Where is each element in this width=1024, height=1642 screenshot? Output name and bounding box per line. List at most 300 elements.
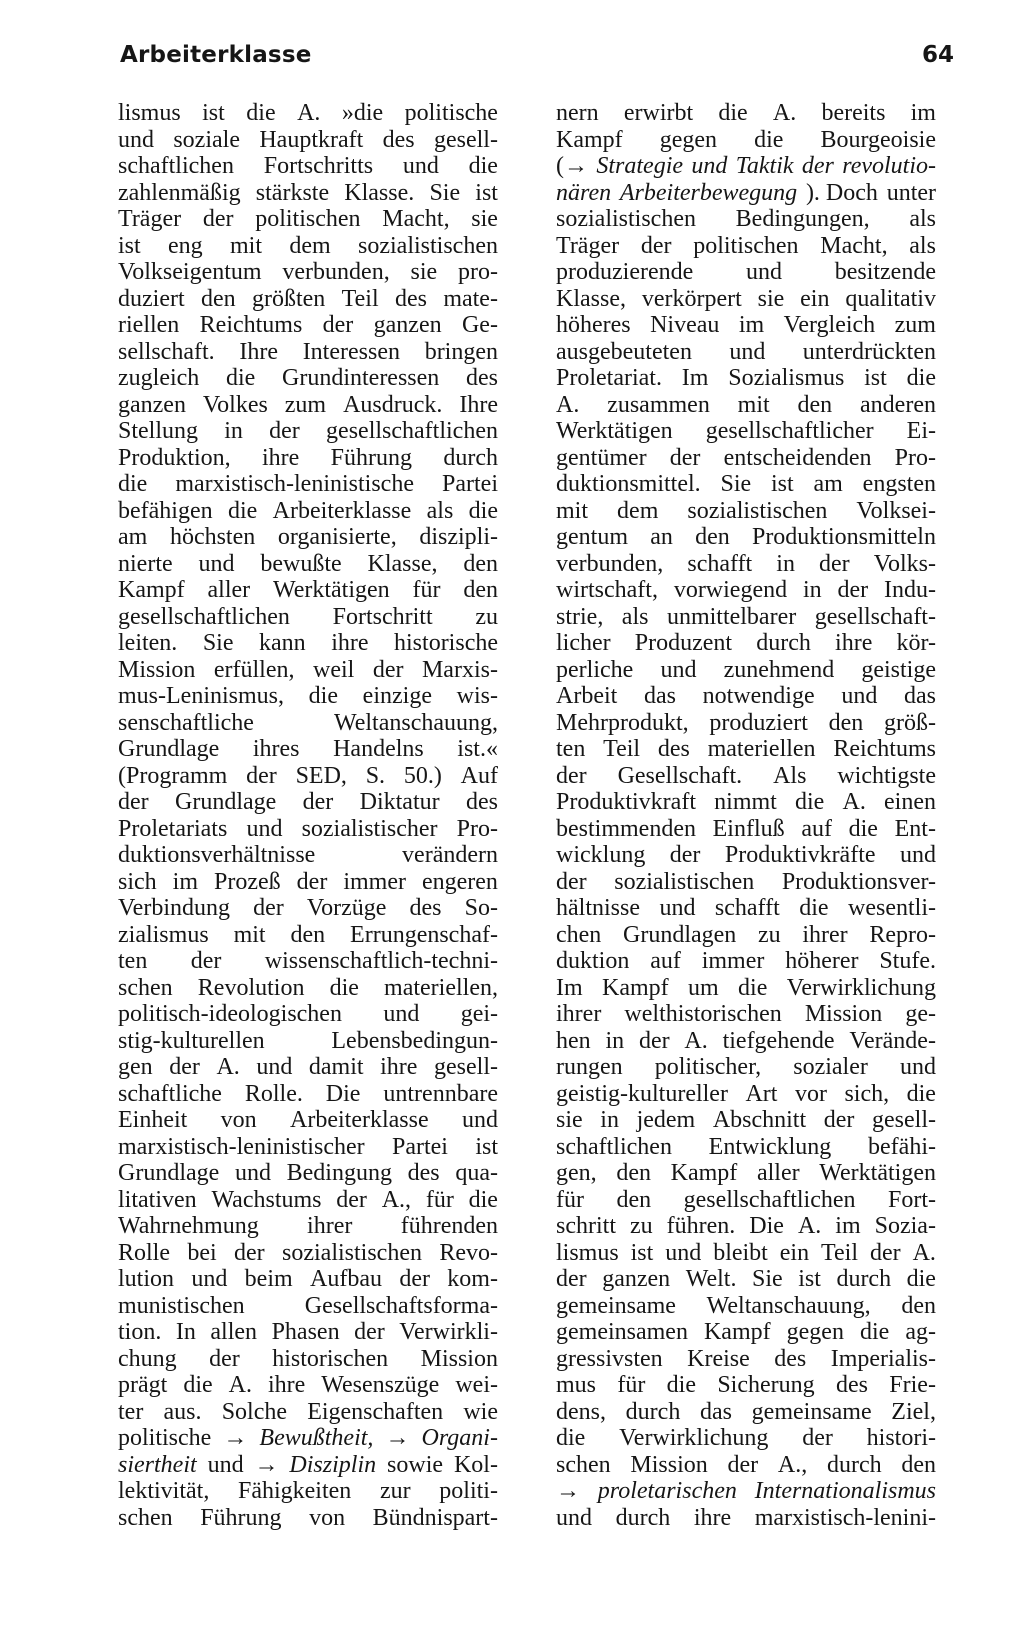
word: und [246,815,283,842]
word: kann [259,630,306,656]
word: die [118,471,148,497]
word: den [695,524,730,550]
text-line [118,1001,498,1028]
word: produziert [709,709,808,736]
word: der [234,1239,265,1266]
word: Volkseigentum [118,259,262,285]
word: ist [475,1133,498,1160]
word: Entwicklung [708,1133,832,1160]
text-line [118,445,498,472]
word: höchsten [169,524,256,550]
word: In [175,1319,196,1345]
word: notwendige [702,683,815,709]
word: → [254,1451,279,1478]
word: Einfluß [712,815,785,842]
word: Arbeiterklasse [272,497,412,524]
word: Wahrnehmung [118,1213,259,1239]
word: strie, [556,603,604,630]
word: der [269,418,300,444]
word: der [336,1186,367,1213]
word: Volkes [202,391,268,418]
word: den [901,1292,936,1319]
text-line [118,1505,498,1532]
word: gentum [556,524,628,550]
word: ist.« [457,736,498,762]
text-line [118,1319,498,1346]
text-line [118,1478,498,1505]
word: lution [118,1266,175,1292]
text-line [556,657,936,684]
word: → [385,1425,410,1451]
word: Grundlage [175,789,277,815]
word: Ent- [894,815,936,842]
word: verbunden, [556,550,664,577]
word: mate- [443,285,498,312]
word: Proletariat. [556,365,662,391]
word: die [225,365,256,391]
word: Fort- [887,1186,936,1213]
word: → [556,1478,580,1504]
text-line [556,895,936,922]
word: stig-kulturellen [118,1027,265,1054]
word: stärkste [255,179,330,206]
word: nimmt [714,789,777,815]
word: zialismus [118,921,209,948]
word: A. [842,789,866,815]
word: der [202,206,234,232]
word: zu [630,1213,653,1239]
word: gressivsten [556,1345,663,1372]
word: Kol- [453,1451,498,1478]
word: Phasen [271,1319,340,1345]
word: und [899,1054,936,1080]
word: der [819,550,850,577]
word: sozialistischen [614,868,755,895]
word: Produzent [634,630,733,656]
word: und [665,1239,702,1266]
text-line [556,1001,936,1028]
text-line [118,312,498,339]
word: Im [556,974,583,1001]
word: des [657,736,690,762]
word: Rolle. [244,1080,303,1107]
word: befähigen [118,497,213,524]
word: ist [798,1266,821,1292]
word: bestimmenden [556,815,696,842]
word: und [660,656,697,683]
word: der [302,789,334,815]
word: Fortschritt [332,603,433,630]
word: gesellschaftlicher [705,418,874,444]
text-line [118,498,498,525]
text-line [118,1266,498,1293]
text-line [556,286,936,313]
word: der [296,868,328,895]
word: marxistisch-leninistische [175,471,414,497]
word: der [253,895,284,921]
word: Sie [202,630,234,656]
word: aller [756,1160,800,1186]
word: beim [244,1266,293,1292]
word: anderen [860,391,936,418]
text-line [556,100,936,127]
word: politi- [439,1478,498,1504]
text-line [556,1505,936,1532]
word: Sicherung [717,1372,815,1398]
word: ihre [267,1372,306,1398]
word: Auf [460,762,498,789]
text-line [118,1293,498,1320]
word: Kreise [687,1345,750,1372]
word: in [802,577,822,603]
word: Verbindung [118,895,230,921]
word: und [198,550,235,577]
text-line [556,418,936,445]
text-line [556,975,936,1002]
word: und [256,1054,293,1080]
word: nären [556,179,612,206]
word: die [754,126,784,153]
word: sozialistischer [301,815,438,842]
word: ein [800,285,830,312]
word: die [795,789,825,815]
text-line [556,233,936,260]
text-line [556,948,936,975]
text-line [118,259,498,286]
word: gemeinsame [556,1292,676,1319]
word: kom- [447,1266,498,1292]
text-line [118,392,498,419]
word: Indu- [883,577,936,603]
word: bringen [424,338,498,365]
word: Grundlagen [623,921,737,948]
text-line [118,895,498,922]
word: wei- [455,1372,498,1398]
word: sie [556,1107,583,1133]
word: Fähigkeiten [237,1478,352,1504]
text-column-left [118,100,498,1531]
text-line [118,657,498,684]
word: ). Doch [805,179,878,206]
word: und [556,1504,592,1531]
word: Imperialis- [830,1345,936,1372]
word: des [774,1345,807,1372]
word: des [382,126,415,153]
word: wichtigste [837,762,936,789]
word: Teil [341,285,379,312]
word: politische [404,100,498,126]
word: des [394,285,427,312]
word: in [776,550,795,577]
word: diszipli- [419,524,498,550]
word: die [738,974,768,1001]
word: A. [297,100,321,126]
word: erfüllen, [213,656,295,683]
word: materiellen [707,736,816,762]
text-line [556,1134,936,1161]
word: verändern [402,842,498,868]
word: Aufbau [310,1266,382,1292]
word: SED, [295,762,347,789]
word: führen. [666,1213,736,1239]
word: um [688,974,719,1001]
text-line [556,1452,936,1479]
word: des [407,1160,440,1186]
word: als [909,232,936,259]
text-line [556,153,936,180]
word: immer [343,868,406,895]
text-line [118,948,498,975]
word: für [412,577,441,603]
word: wesentli- [848,895,936,921]
word: und [745,259,782,285]
word: die [666,1372,696,1398]
word: tiefgehende [722,1027,835,1054]
word: Die [325,1080,361,1107]
word: schen [118,974,173,1001]
word: einen [884,789,936,815]
text-line [118,153,498,180]
text-line [556,1054,936,1081]
word: ist [630,1239,654,1266]
word: wis- [456,683,498,709]
text-line [118,922,498,949]
text-line [556,445,936,472]
word: hen [556,1027,591,1054]
word: gemeinsame [751,1398,872,1425]
text-line [118,1346,498,1373]
word: einzige [362,683,432,709]
word: Strategie [596,153,684,179]
text-line [118,1054,498,1081]
word: Art [745,1080,778,1107]
word: von [309,1504,346,1531]
text-line [556,524,936,551]
word: Organi- [421,1425,498,1451]
word: der [837,577,869,603]
word: Sie [720,471,752,497]
word: gentümer [556,444,647,471]
word: der [556,868,587,895]
word: ten [118,948,148,974]
text-line [118,736,498,763]
text-line [118,1081,498,1108]
word: sozialistischen [358,232,498,259]
text-line [556,1425,936,1452]
word: ganzen [602,1266,671,1292]
word: die [468,1186,498,1213]
word: Pro- [894,444,936,471]
word: lismus [556,1239,619,1266]
word: ag- [905,1319,936,1345]
word: der [556,1266,587,1292]
word: den [901,1451,936,1478]
word: des [465,789,498,815]
word: Führung [330,444,412,471]
word: der [322,312,354,338]
word: der [869,1239,901,1266]
word: allen [210,1319,258,1345]
word: ten [556,736,586,762]
word: durch [826,1451,882,1478]
word: den [828,709,864,736]
word: revolutio- [842,153,936,179]
word: ist [202,100,225,126]
word: engsten [862,471,936,497]
word: Im [681,365,709,391]
word: die [859,1319,890,1345]
word: So- [464,895,498,921]
word: Kampf [556,126,623,153]
word: (Programm [118,762,228,789]
word: produzierende [556,259,694,285]
word: Taktik [735,153,794,179]
word: als [426,497,454,524]
text-line [556,1293,936,1320]
text-line [118,630,498,657]
word: Verände- [849,1027,936,1054]
text-line [118,577,498,604]
word: Produktivkraft [556,789,696,815]
running-head-title: Arbeiterklasse [120,42,312,68]
word: Ziel, [891,1398,936,1425]
word: A. [228,1372,252,1398]
word: mit [556,497,589,524]
text-line [118,1372,498,1399]
word: Vorzüge [306,895,387,921]
text-line [118,286,498,313]
word: Als [773,762,807,789]
word: Reichtums [833,736,936,762]
word: für [617,1372,646,1398]
text-line [118,1187,498,1214]
text-line [556,1478,936,1505]
text-line [556,683,936,710]
word: licher [556,630,611,656]
text-line [556,1319,936,1346]
word: zum [894,312,936,338]
word: unmittelbarer [666,603,797,630]
word: Ge- [461,312,498,338]
word: aus. [163,1398,202,1425]
word: der [354,1319,385,1345]
word: gei- [460,1001,498,1027]
word: ganzen [118,391,186,418]
word: der [190,948,222,974]
word: Solche [221,1398,288,1425]
word: Lebensbedingun- [331,1027,498,1054]
word: an [650,524,673,550]
text-line [556,259,936,286]
word: der [801,153,834,179]
word: gesellschaft- [814,603,936,630]
word: Fortschritts [263,153,374,179]
word: Die [749,1213,784,1239]
text-line [556,1399,936,1426]
word: litativen [118,1186,197,1213]
word: am [813,471,843,497]
text-line [556,577,936,604]
word: lektivität, [118,1478,210,1504]
word: gen [118,1054,153,1080]
word: ihre [693,1504,732,1531]
word: hältnisse [556,895,640,921]
word: Pro- [456,815,498,842]
word: Weltanschauung, [706,1292,871,1319]
word: Internationalismus [754,1478,936,1504]
word: Bewußtheit, [259,1425,374,1451]
word: die [556,1425,586,1451]
word: Diktatur [359,789,440,815]
word: Revo- [439,1239,498,1266]
text-line [118,789,498,816]
word: A. [772,100,797,126]
word: sellschaft. [118,338,215,365]
word: und [191,1266,228,1292]
word: duktionsmittel. [556,471,701,497]
word: des [409,895,442,921]
word: Teil [821,1239,859,1266]
word: im [835,1213,861,1239]
word: des [465,365,498,391]
word: historische [394,630,498,656]
word: Macht, [382,206,450,232]
word: zunehmend [723,656,835,683]
word: auf [650,948,681,974]
word: Produktionsmitteln [751,524,936,550]
word: Arbeiterbewegung [619,179,798,206]
word: politisch-ideologischen [118,1001,342,1027]
word: Grundinteressen [282,365,440,391]
word: weil [312,656,355,683]
word: mit [230,232,263,259]
word: Wesenszüge [321,1372,440,1398]
word: politischen [693,232,799,259]
word: Einheit [118,1107,188,1133]
text-line [118,365,498,392]
word: 50.) [403,762,442,789]
word: zu [757,921,781,948]
text-column-right [556,100,936,1531]
text-line [556,1240,936,1267]
word: geistige [861,656,936,683]
word: die [718,100,748,126]
word: gesell- [872,1107,936,1133]
word: sozialer [793,1054,868,1080]
text-line [556,498,936,525]
word: vor [794,1080,827,1107]
word: ihrer [556,1001,602,1027]
word: marxistisch-lenini- [754,1504,936,1531]
word: sie [410,259,438,285]
word: gesellschaftlichen [118,603,290,630]
text-line [118,1452,498,1479]
word: zugleich [118,365,200,391]
word: und [461,1107,498,1133]
word: Repro- [869,921,936,948]
word: gegen [786,1319,844,1345]
word: des [835,1372,868,1398]
text-line [556,312,936,339]
word: Reichtums [199,312,303,338]
text-line [118,1399,498,1426]
word: den [463,577,498,603]
word: der [399,1266,430,1292]
word: die [246,100,276,126]
word: der [669,444,701,471]
word: den [290,921,326,948]
word: in [224,418,243,444]
